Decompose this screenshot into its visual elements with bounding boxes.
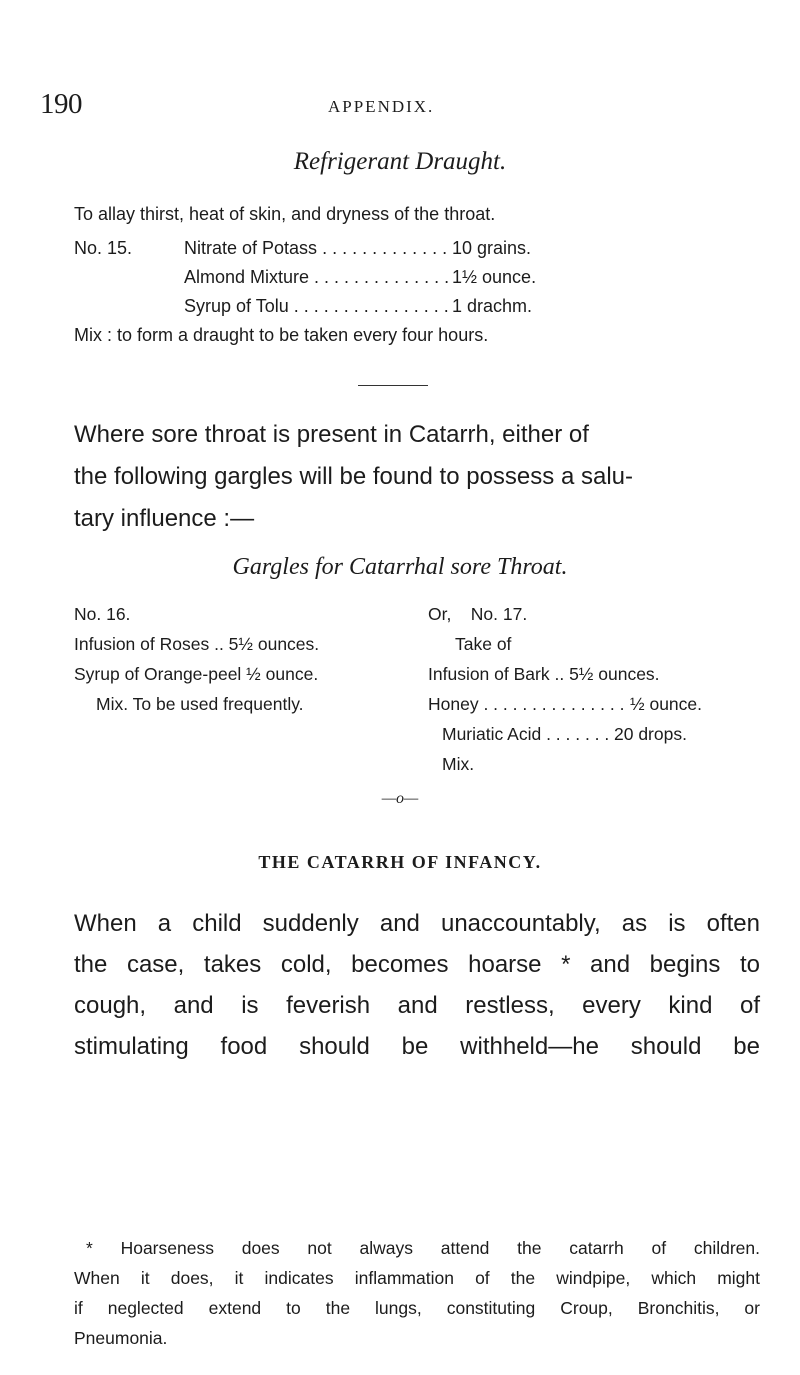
ingredient-quantity: 1 drachm.: [452, 296, 533, 316]
prescription-line: [74, 238, 531, 259]
prescription-line: [74, 267, 536, 288]
refrigerant-intro: To allay thirst, heat of skin, and dryness of the throat.: [74, 204, 496, 224]
gargle-no17-column: [428, 599, 758, 779]
ingredient-name: Muriatic Acid . . .: [442, 719, 614, 749]
ingredient-quantity: ½ ounce.: [630, 694, 702, 714]
ingredient-name: Nitrate of Potass . . .: [184, 238, 452, 259]
gargle-line: [428, 719, 758, 749]
paragraph-line: When a child suddenly and unaccountably, as is often: [74, 910, 760, 937]
catarrh-paragraph: [74, 414, 774, 540]
gargle-number: Or, No. 17.: [428, 604, 528, 624]
ingredient-name: Almond Mixture . . .: [184, 267, 452, 288]
footnote-line: Pneumonia.: [74, 1328, 168, 1348]
gargle-number: No. 16.: [74, 604, 131, 624]
gargle-line: [428, 659, 758, 689]
infancy-heading: THE CATARRH OF INFANCY.: [258, 852, 542, 872]
footnote: [74, 1233, 760, 1353]
ingredient-quantity: 10 grains.: [452, 238, 532, 258]
gargle-no16-column: [74, 599, 319, 719]
ingredient-name: Infusion of Bark ..: [428, 664, 565, 684]
gargle-line: Infusion of Roses .. 5½ ounces.: [74, 634, 320, 654]
gargle-line: Mix. To be used frequently.: [96, 694, 304, 714]
ingredient-quantity: 5½ ounces.: [569, 664, 660, 684]
section-separator: —o—: [381, 790, 419, 807]
section-rule: [358, 385, 428, 386]
refrigerant-draught-title: Refrigerant Draught.: [293, 148, 507, 175]
page-number: 190: [40, 88, 82, 120]
footnote-line: When it does, it indicates inflammation of the windpipe, which might: [74, 1268, 760, 1288]
refrigerant-mix-instruction: Mix : to form a draught to be taken every four hours.: [74, 325, 489, 345]
running-head: APPENDIX.: [328, 97, 435, 116]
footnote-line: * Hoarseness does not always attend the catarrh of children.: [86, 1238, 760, 1258]
ingredient-name: Syrup of Tolu . . .: [184, 296, 452, 317]
paragraph-line: Where sore throat is present in Catarrh, either of: [74, 421, 589, 448]
infancy-paragraph: [74, 903, 760, 1067]
ingredient-quantity: 1½ ounce.: [452, 267, 537, 287]
ingredient-quantity: 20 drops.: [614, 724, 687, 744]
gargle-line: Take of: [455, 634, 512, 654]
paragraph-line: stimulating food should be withheld—he should be: [74, 1033, 760, 1060]
paragraph-line: cough, and is feverish and restless, every kind of: [74, 992, 760, 1019]
prescription-number: No. 15.: [74, 238, 133, 258]
gargles-title: Gargles for Catarrhal sore Throat.: [232, 554, 568, 580]
paragraph-line: the following gargles will be found to possess a salu-: [74, 463, 633, 490]
paragraph-line: the case, takes cold, becomes hoarse * and begins to: [74, 951, 760, 978]
gargle-line: [428, 689, 758, 719]
prescription-line: [74, 296, 532, 317]
ingredient-name: Honey . . .: [428, 689, 630, 719]
gargle-line: Syrup of Orange-peel ½ ounce.: [74, 664, 319, 684]
footnote-line: if neglected extend to the lungs, constituting Croup, Bronchitis, or: [74, 1298, 760, 1318]
paragraph-line: tary influence :—: [74, 505, 255, 532]
gargle-line: Mix.: [442, 754, 475, 774]
